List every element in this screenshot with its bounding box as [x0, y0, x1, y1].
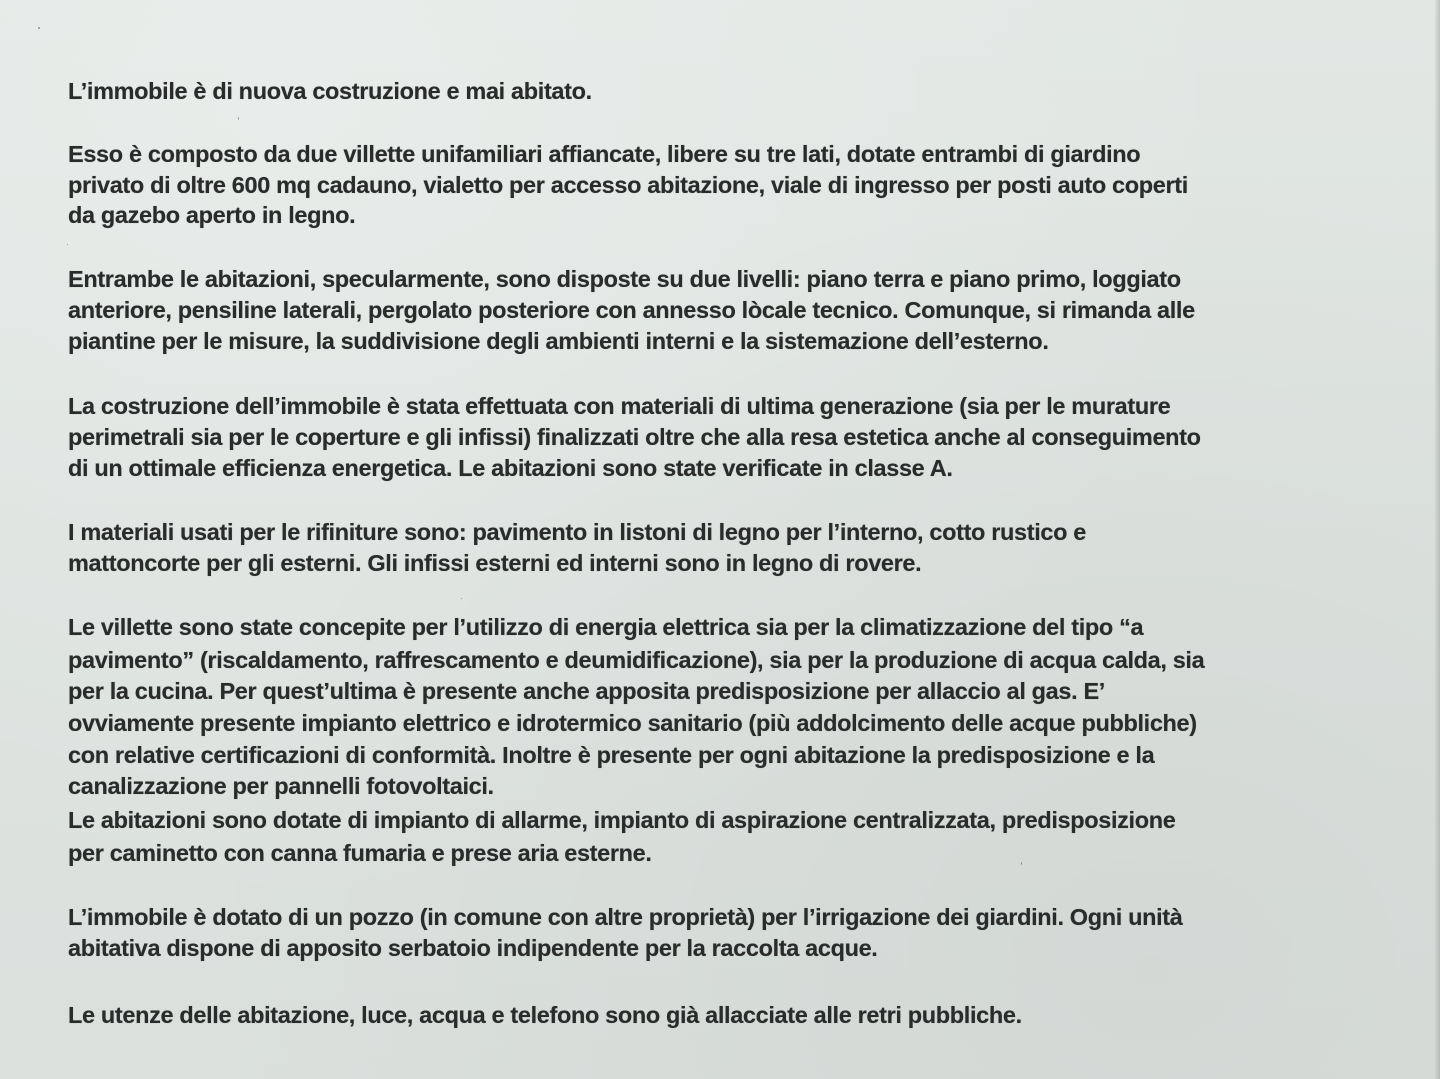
paragraph-3-line-1: Entrambe le abitazioni, specularmente, sono disposte su due livelli: piano terra e piano primo, loggiato	[68, 266, 1181, 292]
paragraph-4-line-2: perimetrali sia per le coperture e gli infissi) finalizzati oltre che alla resa estetica anche al conseguimento	[68, 424, 1201, 450]
paragraph-3-line-3: piantine per le misure, la suddivisione degli ambienti interni e la sistemazione dell’esterno.	[68, 328, 1049, 354]
paragraph-6-line-2: pavimento” (riscaldamento, raffrescamento e deumidificazione), sia per la produzione di acqua calda, sia	[68, 647, 1205, 673]
paragraph-2-line-1: Esso è composto da due villette unifamiliari affiancate, libere su tre lati, dotate entrambi di giardino	[68, 141, 1141, 167]
paper-speck	[67, 244, 68, 245]
paper-speck	[1021, 862, 1022, 865]
paragraph-1-line-1: L’immobile è di nuova costruzione e mai abitato.	[68, 78, 592, 104]
paragraph-3-line-2: anteriore, pensiline laterali, pergolato posteriore con annesso lòcale tecnico. Comunque, si rimanda alle	[68, 297, 1195, 323]
paper-speck	[461, 598, 462, 599]
paragraph-4-line-3: di un ottimale efficienza energetica. Le abitazioni sono state verificate in classe A.	[68, 455, 953, 481]
paper-edge-shadow	[1434, 0, 1440, 1079]
paragraph-5-line-2: mattoncorte per gli esterni. Gli infissi esterni ed interni sono in legno di rovere.	[68, 550, 922, 576]
paragraph-2-line-2: privato di oltre 600 mq cadauno, vialetto per accesso abitazione, viale di ingresso per posti auto coperti	[68, 172, 1188, 198]
paragraph-6-line-6: canalizzazione per pannelli fotovoltaici.	[68, 773, 494, 799]
paragraph-6-line-5: con relative certificazioni di conformità. Inoltre è presente per ogni abitazione la predisposizione e la	[68, 742, 1155, 768]
paragraph-4-line-1: La costruzione dell’immobile è stata effettuata con materiali di ultima generazione (sia per le murature	[68, 393, 1171, 419]
paragraph-6-line-1: Le villette sono state concepite per l’utilizzo di energia elettrica sia per la climatizzazione del tipo “a	[68, 614, 1144, 640]
paragraph-7-line-2: abitativa dispone di apposito serbatoio indipendente per la raccolta acque.	[68, 935, 878, 961]
paragraph-8-line-1: Le utenze delle abitazione, luce, acqua e telefono sono già allacciate alle retri pubbliche.	[68, 1002, 1022, 1028]
paragraph-6-line-8: per caminetto con canna fumaria e prese aria esterne.	[68, 840, 652, 866]
paragraph-6-line-3: per la cucina. Per quest’ultima è presente anche apposita predisposizione per allaccio al gas. E’	[68, 678, 1105, 704]
paragraph-6-line-4: ovviamente presente impianto elettrico e idrotermico sanitario (più addolcimento delle acque pubbliche)	[68, 710, 1197, 736]
paragraph-6-line-7: Le abitazioni sono dotate di impianto di allarme, impianto di aspirazione centralizzata, predisposizione	[68, 807, 1176, 833]
paragraph-7-line-1: L’immobile è dotato di un pozzo (in comune con altre proprietà) per l’irrigazione dei giardini. Ogni unità	[68, 904, 1183, 930]
paragraph-5-line-1: I materiali usati per le rifiniture sono: pavimento in listoni di legno per l’interno, cotto rustico e	[68, 519, 1087, 545]
paragraph-2-line-3: da gazebo aperto in legno.	[68, 202, 356, 228]
paper-speck	[38, 27, 40, 29]
paper-speck	[238, 117, 239, 120]
